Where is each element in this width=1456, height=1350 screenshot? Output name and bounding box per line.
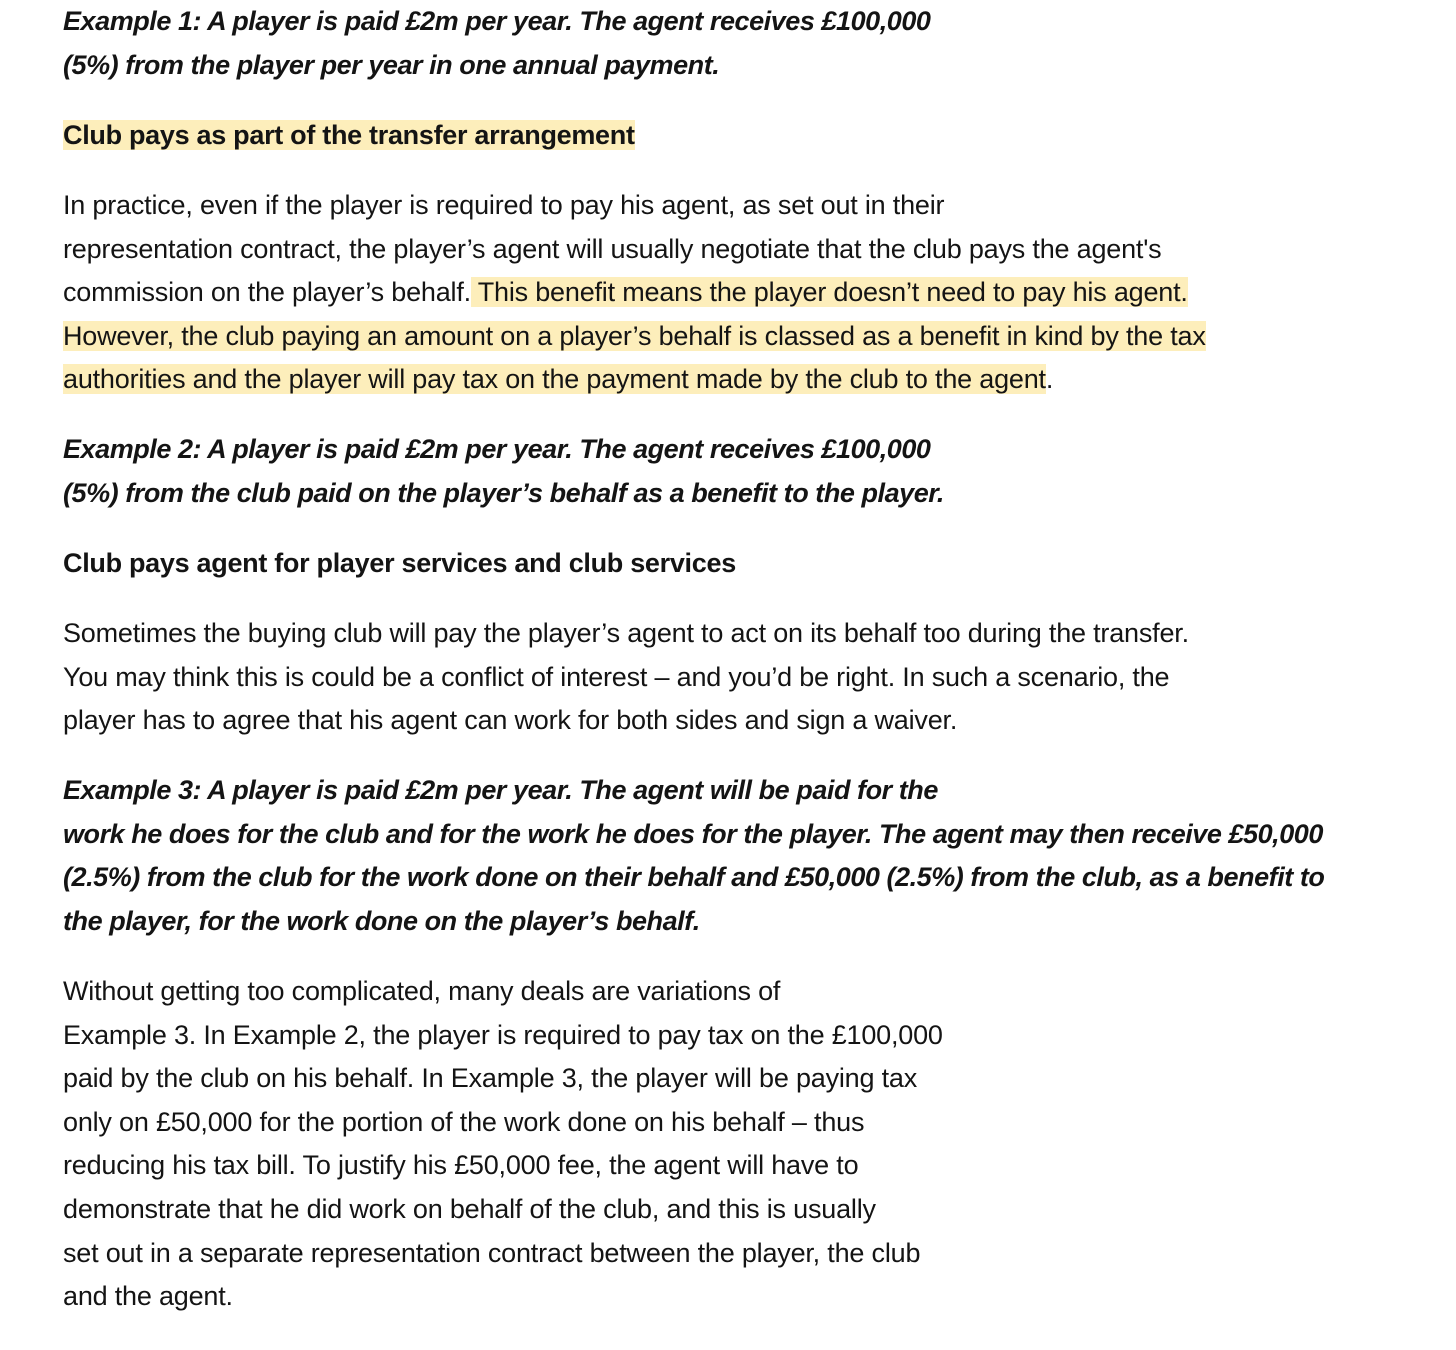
example-3 <box>63 769 1324 943</box>
example-3-line: Example 3: A player is paid £2m per year. The agent will be paid for the <box>63 775 938 805</box>
highlighted-text: This benefit means the player doesn’t need to pay his agent. <box>470 277 1188 308</box>
paragraph-line: Without getting too complicated, many deals are variations of <box>63 976 781 1006</box>
paragraph-line <box>63 315 1206 359</box>
example-2-line: (5%) from the club paid on the player’s behalf as a benefit to the player. <box>63 477 944 508</box>
paragraph-line: Example 3. In Example 2, the player is required to pay tax on the £100,000 <box>63 1019 943 1050</box>
section-heading-transfer-arrangement <box>63 114 635 158</box>
paragraph-line <box>63 271 1206 315</box>
section-heading-text: Club pays agent for player services and club services <box>63 548 736 578</box>
highlighted-text: However, the club paying an amount on a player’s behalf is classed as a benefit in kind by the tax <box>63 320 1206 351</box>
paragraph-line: demonstrate that he did work on behalf of the club, and this is usually <box>63 1193 876 1224</box>
example-2-line: Example 2: A player is paid £2m per year. The agent receives £100,000 <box>63 434 931 464</box>
paragraph-line: Sometimes the buying club will pay the player’s agent to act on its behalf too during the transfer. <box>63 618 1189 648</box>
paragraph-line: representation contract, the player’s agent will usually negotiate that the club pays the agent's <box>63 233 1162 264</box>
paragraph-conflict-of-interest <box>63 612 1189 743</box>
paragraph-line <box>63 358 1206 402</box>
example-3-line: the player, for the work done on the player’s behalf. <box>63 905 700 936</box>
paragraph-line: player has to agree that his agent can work for both sides and sign a waiver. <box>63 705 958 736</box>
highlighted-text: authorities and the player will pay tax on the payment made by the club to the agent <box>63 364 1046 395</box>
paragraph-line: You may think this is could be a conflict of interest – and you’d be right. In such a scenario, the <box>63 661 1170 692</box>
paragraph-line: paid by the club on his behalf. In Example 3, the player will be paying tax <box>63 1063 918 1094</box>
paragraph-text: commission on the player’s behalf. <box>63 277 471 308</box>
paragraph-line: reducing his tax bill. To justify his £50,000 fee, the agent will have to <box>63 1150 859 1181</box>
paragraph-variations <box>63 970 943 1319</box>
example-1-line: (5%) from the player per year in one annual payment. <box>63 49 720 80</box>
section-heading-text: Club pays as part of the transfer arrangement <box>63 120 635 150</box>
example-3-line: work he does for the club and for the work he does for the player. The agent may then receive £50,000 <box>63 818 1323 849</box>
example-1-line: Example 1: A player is paid £2m per year. The agent receives £100,000 <box>63 6 931 36</box>
example-2 <box>63 428 944 515</box>
paragraph-line: set out in a separate representation contract between the player, the club <box>63 1237 921 1268</box>
example-3-line: (2.5%) from the club for the work done on their behalf and £50,000 (2.5%) from the club, as a benefit to <box>63 862 1325 893</box>
paragraph-club-pays <box>63 184 1206 402</box>
paragraph-text: . <box>1045 364 1054 395</box>
example-1 <box>63 0 930 87</box>
paragraph-line: only on £50,000 for the portion of the work done on his behalf – thus <box>63 1106 865 1137</box>
paragraph-line: and the agent. <box>63 1281 233 1312</box>
paragraph-line: In practice, even if the player is required to pay his agent, as set out in their <box>63 190 945 220</box>
section-heading-player-and-club-services <box>63 542 736 586</box>
